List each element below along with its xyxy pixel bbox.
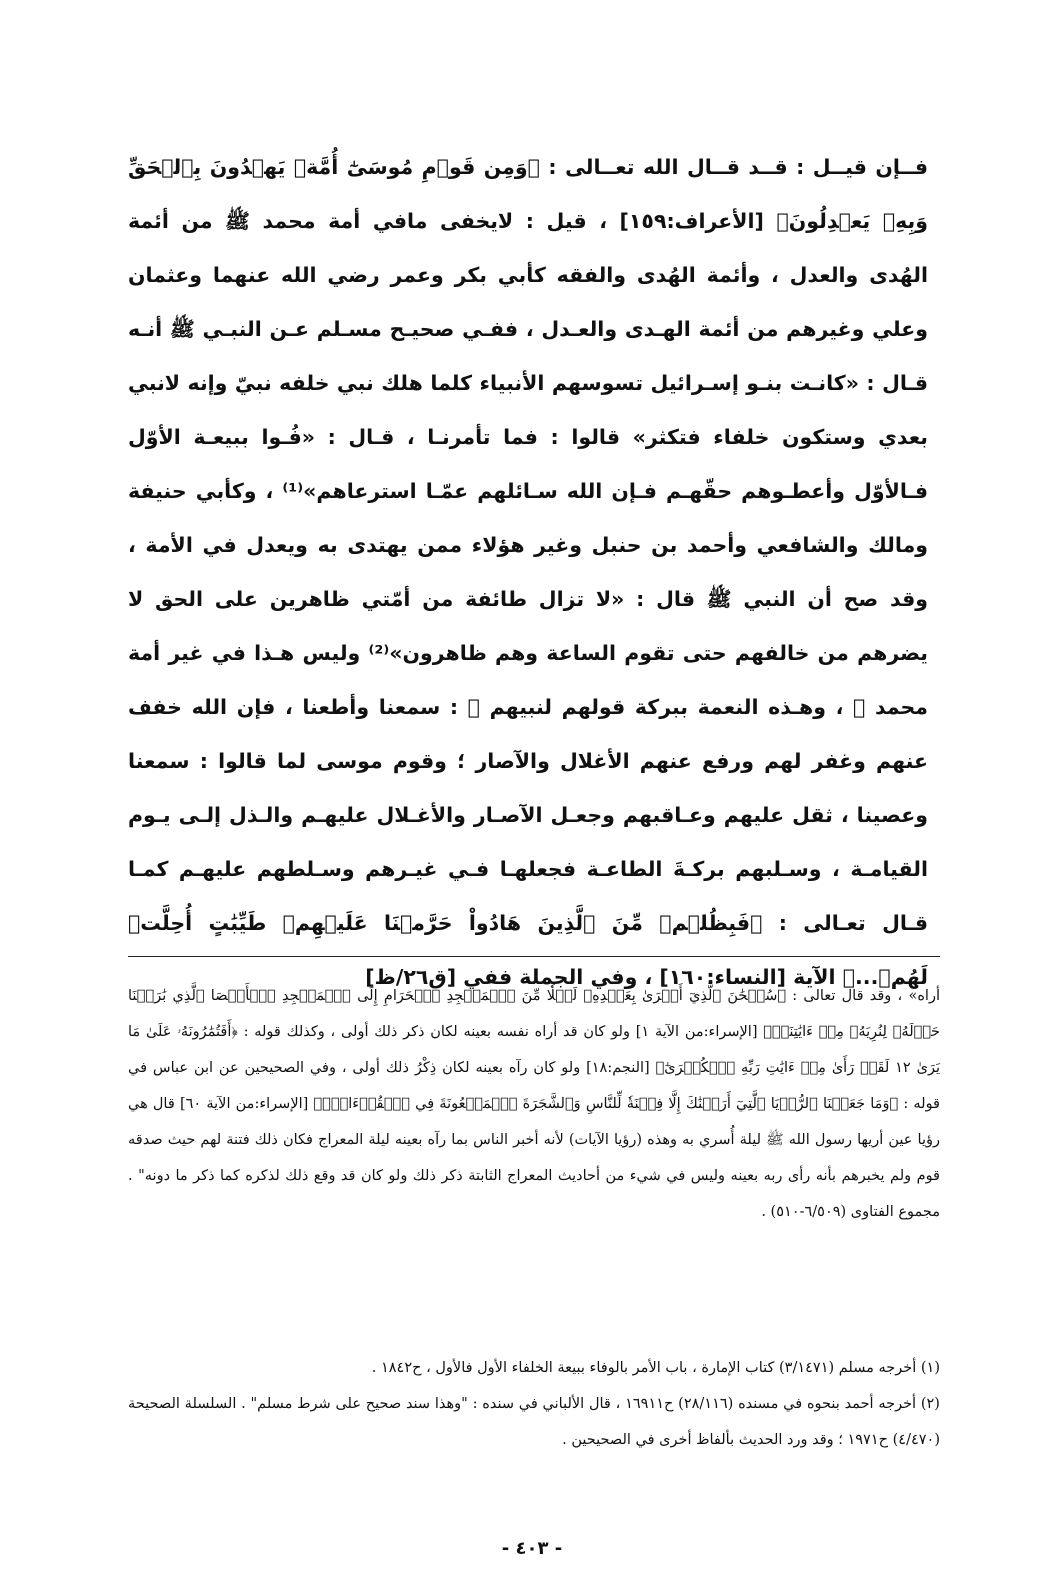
footnote-1: (١) أخرجه مسلم (٣/١٤٧١) كتاب الإمارة ، باب الأمر بالوفاء ببيعة الخلفاء الأول فالأول ، ح١٨٤٢ .	[371, 1360, 940, 1376]
footnote-divider	[128, 956, 940, 957]
main-paragraph: فــإن قيــل : قــد قــال الله تعــالى : ﴿وَمِن قَوۡمِ مُوسَىٰٓ أُمَّةٞ يَهۡدُونَ بِٱلۡحَقِّ وَبِهِۦ يَعۡدِلُونَ﴾ [الأعراف:١٥٩] ، قيل : لايخفى مافي أمة محمد ﷺ من أئمة الهُدى والعدل ، وأئمة الهُدى والفقه كأبي بكر وعمر رضي الله عنهما وعثمان وعلي وغيرهم من أئمة الهـدى والعـدل ، ففـي صحيـح مسـلم عـن النبـي ﷺ أنـه قـال : «كانـت بنـو إسـرائيل تسوسهم الأنبياء كلما هلك نبي خلفه نبيّ وإنه لانبي بعدي وستكون خلفاء فتكثر» قالوا : فما تأمرنـا ، قـال : «فُـوا ببيعـة الأوّل فـالأوّل وأعطـوهم حقّهـم فـإن الله سـائلهم عمّـا استرعاهم»⁽¹⁾ ، وكأبي حنيفة ومالك والشافعي وأحمد بن حنبل وغير هؤلاء ممن يهتدى به ويعدل في الأمة ، وقد صح أن النبي ﷺ قال : «لا تزال طائفة من أمّتي ظاهرين على الحق لا يضرهم من خالفهم حتى تقوم الساعة وهم ظاهرون»⁽²⁾ وليس هـذا في غير أمة محمد ﷺ ، وهـذه النعمة ببركة قولهم لنبيهم ﷺ : سمعنا وأطعنا ، فإن الله خفف عنهم وغفر لهم ورفع عنهم الأغلال والآصار ؛ وقوم موسى لما قالوا : سمعنا وعصينا ، ثقل عليهم وعـاقبهم وجعـل الآصـار والأغـلال عليهـم والـذل إلـى يـوم القيامـة ، وسـلبهم بركـةَ الطاعـة فجعلهـا فـي غيـرهم وسـلطهم عليهـم كمـا قـال تعـالى : ﴿فَبِظُلۡمٖ مِّنَ ٱلَّذِينَ هَادُواْ حَرَّمۡنَا عَلَيۡهِمۡ طَيِّبَٰتٍ أُحِلَّتۡ لَهُمۡ...﴾ الآية [النساء:١٦٠] ، وفي الجملة ففي [ق٢٦/ظ]	[128, 155, 929, 989]
page-number: - ٤٠٣ -	[501, 1538, 563, 1559]
continued-note	[128, 978, 940, 1230]
footnotes	[128, 1350, 940, 1458]
main-text-body	[128, 140, 928, 1004]
continued-note-paragraph: أراه» ، وقد قال تعالى : ﴿سُبۡحَٰنَ ٱلَّذِيٓ أَسۡرَىٰ بِعَبۡدِهِۦ لَيۡلٗا مِّنَ ٱلۡمَسۡجِدِ ٱلۡحَرَامِ إِلَى ٱلۡمَسۡجِدِ ٱلۡأَقۡصَا ٱلَّذِي بَٰرَكۡنَا حَوۡلَهُۥ لِنُرِيَهُۥ مِنۡ ءَايَٰتِنَآۚ﴾ [الإسراء:من الآية ١] ولو كان قد أراه نفسه بعينه لكان ذكر ذلك أولى ، وكذلك قوله : ﴿أَفَتُمَٰرُونَهُۥ عَلَىٰ مَا يَرَىٰ ١٢ لَقَدۡ رَأَىٰ مِنۡ ءَايَٰتِ رَبِّهِ ٱلۡكُبۡرَىٰٓ﴾ [النجم:١٨] ولو كان رآه بعينه لكان ذِكْرُ ذلك أولى ، وفي الصحيحين عن ابن عباس في قوله : ﴿وَمَا جَعَلۡنَا ٱلرُّءۡيَا ٱلَّتِيٓ أَرَيۡنَٰكَ إِلَّا فِتۡنَةٗ لِّلنَّاسِ وَٱلشَّجَرَةَ ٱلۡمَلۡعُونَةَ فِي ٱلۡقُرۡءَانِۚ﴾ [الإسراء:من الآية ٦٠] قال هي رؤيا عين أريها رسول الله ﷺ ليلة أُسري به وهذه (رؤيا الآيات) لأنه أخبر الناس بما رآه بعينه ليلة المعراج فكان ذلك فتنة لهم حيث صدقه قوم ولم يخبرهم بأنه رأى ربه بعينه وليس في شيء من أحاديث المعراج الثابتة ذكر ذلك ولو كان قد وقع ذلك لذكره كما ذكر ما دونه" . مجموع الفتاوى (٦/٥٠٩-٥١٠) .	[128, 988, 940, 1220]
footnote-2: (٢) أخرجه أحمد بنحوه في مسنده (٢٨/١١٦) ح١٦٩١١ ، قال الألباني في سنده : "وهذا سند صحيح على شرط مسلم" . السلسلة الصحيحة (٤/٤٧٠) ح١٩٧١ ؛ وقد ورد الحديث بألفاظ أخرى في الصحيحين .	[128, 1396, 940, 1448]
